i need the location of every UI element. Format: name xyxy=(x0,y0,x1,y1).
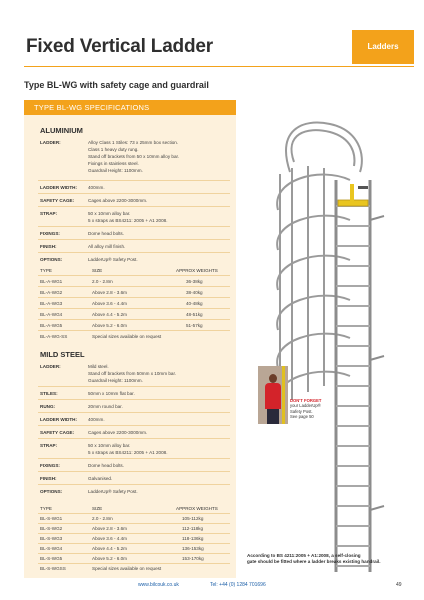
spec-label: LADDER: xyxy=(40,140,61,145)
table-cell: BL-S-WGSS xyxy=(40,566,66,571)
page-header xyxy=(10,28,414,66)
table-cell: 2.0 - 2.8m xyxy=(92,516,113,521)
spec-label: SAFETY CAGE: xyxy=(40,198,75,203)
row-divider xyxy=(38,533,230,534)
spec-label: OPTIONS: xyxy=(40,489,63,494)
section-tab: Ladders xyxy=(352,30,414,64)
spec-label: STRAP: xyxy=(40,443,58,448)
page-number: 49 xyxy=(396,582,402,588)
table-cell: BL-S-WG2 xyxy=(40,526,63,531)
row-divider xyxy=(38,438,230,439)
row-divider xyxy=(38,513,230,514)
row-divider xyxy=(38,399,230,400)
row-divider xyxy=(38,553,230,554)
row-divider xyxy=(38,412,230,413)
row-divider xyxy=(38,308,230,309)
table-cell: Above 2.8 - 3.6m xyxy=(92,290,127,295)
table-cell: Above 3.6 - 4.4m xyxy=(92,536,127,541)
callout-line: your LadderUp® xyxy=(290,403,321,409)
table-cell: BL-A-WG4 xyxy=(40,312,63,317)
table-cell: Special sizes available on request xyxy=(92,566,162,571)
table-cell: BL-S-WG4 xyxy=(40,546,63,551)
row-divider xyxy=(38,239,230,240)
table-cell: BL-S-WG5 xyxy=(40,556,63,561)
table-cell: Above 3.6 - 4.4m xyxy=(92,301,127,306)
spec-value: Cages above 2200-3000mm. xyxy=(88,430,148,435)
spec-value: LadderUp® Safety Post. xyxy=(88,489,138,494)
row-divider xyxy=(38,297,230,298)
table-cell: BL-A-WG-SS xyxy=(40,334,68,339)
table-cell: BL-A-WG5 xyxy=(40,323,63,328)
table-cell: Above 4.4 - 5.2m xyxy=(92,546,127,551)
spec-label: FIXINGS: xyxy=(40,231,60,236)
row-divider xyxy=(38,252,230,253)
spec-label: LADDER WIDTH: xyxy=(40,185,77,190)
table-cell: 136-153kg xyxy=(182,546,204,551)
table-cell: 105-112kg xyxy=(182,516,204,521)
spec-label: LADDER: xyxy=(40,364,61,369)
row-divider xyxy=(38,275,230,276)
spec-value: 400mm. xyxy=(88,417,105,422)
row-divider xyxy=(38,386,230,387)
spec-label: FINISH: xyxy=(40,476,57,481)
table-cell: BL-A-WG1 xyxy=(40,279,63,284)
page-footer xyxy=(0,580,424,592)
table-cell: BL-S-WG3 xyxy=(40,536,63,541)
row-divider xyxy=(38,193,230,194)
table-cell: BL-S-WG1 xyxy=(40,516,63,521)
row-divider xyxy=(38,458,230,459)
header-rule xyxy=(24,66,414,67)
spec-value: Alloy Class 1 Stiles: 73 x 25mm box section. Class 1 heavy duty rung. Stand off brackets from 50 x 10mm alloy bar. Fixings in stainless steel. Guardrail Height: 1100mm. xyxy=(88,140,180,173)
note-line: gate should be fitted where a ladder breaks existing handrail. xyxy=(247,559,381,565)
spec-label: RUNG: xyxy=(40,404,56,409)
table-header-size: SIZE xyxy=(92,268,103,273)
table-cell: 118-136kg xyxy=(182,536,204,541)
table-cell: Above 2.8 - 3.6m xyxy=(92,526,127,531)
row-divider xyxy=(38,563,230,564)
note-line: According to BS 4211:2005 + A1:2008, a self-closing xyxy=(247,553,361,558)
specifications-bar: TYPE BL-WG SPECIFICATIONS xyxy=(24,100,236,115)
spec-label: SAFETY CAGE: xyxy=(40,430,75,435)
product-subtitle: Type BL-WG with safety cage and guardrail xyxy=(24,80,209,90)
row-divider xyxy=(38,330,230,331)
spec-label: STILES: xyxy=(40,391,58,396)
table-cell: 2.0 - 2.8m xyxy=(92,279,113,284)
spec-value: 20mm round bar. xyxy=(88,404,123,409)
table-cell: 38-40kg xyxy=(186,290,203,295)
table-header-size: SIZE xyxy=(92,506,103,511)
table-cell: 36-38kg xyxy=(186,279,203,284)
table-header-weights: APPROX WEIGHTS xyxy=(176,506,218,511)
callout-line: Safety Post. xyxy=(290,408,313,414)
row-divider xyxy=(38,471,230,472)
table-cell: BL-A-WG2 xyxy=(40,290,63,295)
spec-value: 50 x 10mm alloy bar. 5 x straps as BS4211: 2005 + A1 2008. xyxy=(88,443,168,455)
spec-value: 400mm. xyxy=(88,185,105,190)
spec-label: FIXINGS: xyxy=(40,463,60,468)
table-cell: 112-118kg xyxy=(182,526,204,531)
row-divider xyxy=(38,226,230,227)
table-header-type: TYPE xyxy=(40,268,52,273)
callout-line: See page 50 xyxy=(290,414,314,420)
spec-label: STRAP: xyxy=(40,211,58,216)
row-divider xyxy=(38,286,230,287)
spec-value: Mild steel. Stand off brackets from 50mm x 10mm bar. Guardrail Height: 1100mm. xyxy=(88,364,176,383)
safety-post-callout xyxy=(290,398,321,420)
aluminium-heading: ALUMINIUM xyxy=(40,126,83,135)
telephone-number: Tel: +44 (0) 1284 701696 xyxy=(210,582,266,588)
table-cell: Above 5.2 - 6.0m xyxy=(92,323,127,328)
row-divider xyxy=(38,425,230,426)
spec-value: 50mm x 10mm flat bar. xyxy=(88,391,135,396)
table-cell: Special sizes available on request xyxy=(92,334,162,339)
row-divider xyxy=(38,543,230,544)
spec-value: All alloy mill finish. xyxy=(88,244,126,249)
mild-steel-heading: MILD STEEL xyxy=(40,350,85,359)
table-cell: BL-A-WG3 xyxy=(40,301,63,306)
table-cell: Above 4.4 - 5.2m xyxy=(92,312,127,317)
spec-value: 50 x 10mm alloy bar. 5 x straps as BS4211: 2005 + A1 2008. xyxy=(88,211,168,223)
page-title: Fixed Vertical Ladder xyxy=(26,36,213,57)
row-divider xyxy=(38,206,230,207)
spec-label: LADDER WIDTH: xyxy=(40,417,77,422)
ladder-illustration xyxy=(240,110,420,580)
spec-value: LadderUp® Safety Post. xyxy=(88,257,138,262)
spec-label: FINISH: xyxy=(40,244,57,249)
callout-line: DON'T FORGET xyxy=(290,398,322,403)
safety-post-photo xyxy=(258,366,288,424)
spec-label: OPTIONS: xyxy=(40,257,63,262)
row-divider xyxy=(38,180,230,181)
spec-value: Galvanised. xyxy=(88,476,113,481)
row-divider xyxy=(38,523,230,524)
table-cell: 51-57kg xyxy=(186,323,203,328)
spec-value: Dome head bolts. xyxy=(88,463,125,468)
gate-note xyxy=(247,553,381,565)
table-header-weights: APPROX WEIGHTS xyxy=(176,268,218,273)
table-cell: 40-48kg xyxy=(186,301,203,306)
website-link[interactable]: www.bilcouk.co.uk xyxy=(138,582,179,588)
row-divider xyxy=(38,319,230,320)
row-divider xyxy=(38,484,230,485)
table-cell: Above 5.2 - 6.0m xyxy=(92,556,127,561)
spec-value: Cages above 2200-3000mm. xyxy=(88,198,148,203)
spec-value: Dome head bolts. xyxy=(88,231,125,236)
table-cell: 48-51kg xyxy=(186,312,203,317)
table-cell: 153-170kg xyxy=(182,556,204,561)
table-header-type: TYPE xyxy=(40,506,52,511)
